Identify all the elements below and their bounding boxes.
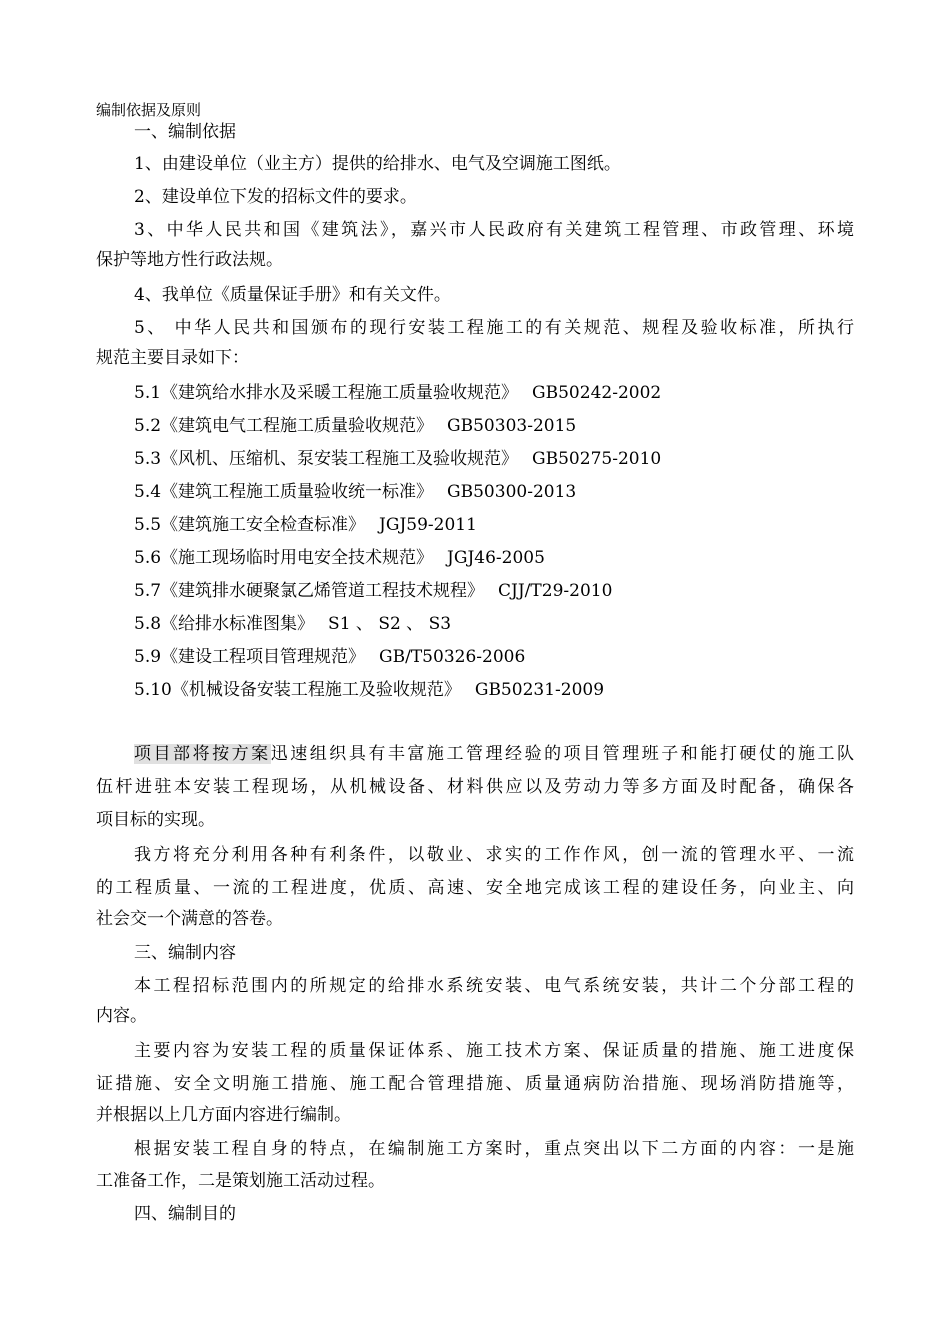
content-paragraph-2-line2: 证措施、安全文明施工措施、施工配合管理措施、质量通病防治措施、现场消防措施等， (96, 1074, 854, 1094)
section-heading-basis: 一、编制依据 (134, 122, 236, 142)
content-paragraph-3-line1: 根据安装工程自身的特点，在编制施工方案时，重点突出以下二方面的内容：一是施 (134, 1139, 854, 1159)
reference-name: 5.7《建筑排水硬聚氯乙烯管道工程技术规程》 (134, 581, 485, 601)
team-paragraph-line2: 伍杆进驻本安装工程现场，从机械设备、材料供应以及劳动力等多方面及时配备，确保各 (96, 777, 854, 797)
reference-item (134, 481, 576, 503)
reference-code: S1 、 S2 、 S3 (328, 614, 452, 634)
content-paragraph-2-line3: 并根据以上几方面内容进行编制。 (96, 1105, 351, 1125)
reference-code: GB50300-2013 (447, 482, 577, 502)
reference-code: GB50275-2010 (532, 449, 662, 469)
reference-name: 5.3《风机、压缩机、泵安装工程施工及验收规范》 (134, 449, 519, 469)
reference-code: GB50303-2015 (447, 416, 577, 436)
content-paragraph-1-line1: 本工程招标范围内的所规定的给排水系统安装、电气系统安装，共计二个分部工程的 (134, 976, 854, 996)
document-title: 编制依据及原则 (96, 101, 202, 119)
team-paragraph-line1-rest: 迅速组织具有丰富施工管理经验的项目管理班子和能打硬仗的施工队 (270, 744, 855, 764)
highlighted-text: 项目部将按方案 (134, 744, 271, 764)
reference-code: GB50231-2009 (474, 680, 605, 700)
reference-item (134, 415, 576, 437)
team-paragraph-line3: 项目标的实现。 (96, 810, 215, 830)
reference-item (134, 382, 661, 404)
reference-item (134, 580, 612, 602)
reference-code: GB/T50326-2006 (379, 647, 526, 667)
reference-code: JGJ59-2011 (379, 515, 477, 535)
reference-name: 5.8《给排水标准图集》 (134, 614, 315, 634)
basis-item-4: 4、我单位《质量保证手册》和有关文件。 (134, 285, 451, 305)
commit-paragraph-line2: 的工程质量、一流的工程进度，优质、高速、安全地完成该工程的建设任务，向业主、向 (96, 878, 854, 898)
commit-paragraph-line3: 社会交一个满意的答卷。 (96, 909, 283, 929)
reference-name: 5.2《建筑电气工程施工质量验收规范》 (134, 416, 434, 436)
reference-code: GB50242-2002 (532, 383, 662, 403)
reference-item (134, 448, 661, 470)
reference-name: 5.1《建筑给水排水及采暖工程施工质量验收规范》 (134, 383, 519, 403)
reference-name: 5.5《建筑施工安全检查标准》 (134, 515, 366, 535)
section-heading-content: 三、编制内容 (134, 943, 236, 963)
commit-paragraph-line1: 我方将充分利用各种有利条件，以敬业、求实的工作作风，创一流的管理水平、一流 (134, 845, 854, 865)
content-paragraph-1-line2: 内容。 (96, 1006, 147, 1026)
basis-item-5-line2: 规范主要目录如下： (96, 348, 249, 368)
basis-item-2: 2、建设单位下发的招标文件的要求。 (134, 187, 417, 207)
reference-item (134, 547, 545, 569)
content-paragraph-2-line1: 主要内容为安装工程的质量保证体系、施工技术方案、保证质量的措施、施工进度保 (134, 1041, 854, 1061)
content-paragraph-3-line2: 工准备工作，二是策划施工活动过程。 (96, 1171, 385, 1191)
reference-code: JGJ46-2005 (447, 548, 545, 568)
basis-item-3-line2: 保护等地方性行政法规。 (96, 250, 283, 270)
reference-name: 5.4《建筑工程施工质量验收统一标准》 (134, 482, 434, 502)
team-paragraph-line1 (134, 743, 854, 765)
reference-name: 5.6《施工现场临时用电安全技术规范》 (134, 548, 434, 568)
reference-code: CJJ/T29-2010 (498, 581, 613, 601)
reference-name: 5.10《机械设备安装工程施工及验收规范》 (134, 680, 461, 700)
basis-item-5-line1: 5、 中华人民共和国颁布的现行安装工程施工的有关规范、规程及验收标准，所执行 (134, 318, 854, 338)
reference-item (134, 514, 477, 536)
reference-item (134, 646, 525, 668)
reference-item (134, 613, 451, 635)
reference-item (134, 679, 604, 701)
reference-name: 5.9《建设工程项目管理规范》 (134, 647, 366, 667)
basis-item-1: 1、由建设单位（业主方）提供的给排水、电气及空调施工图纸。 (134, 154, 621, 174)
section-heading-purpose: 四、编制目的 (134, 1204, 236, 1224)
basis-item-3-line1: 3、中华人民共和国《建筑法》，嘉兴市人民政府有关建筑工程管理、市政管理、环境 (134, 220, 854, 240)
